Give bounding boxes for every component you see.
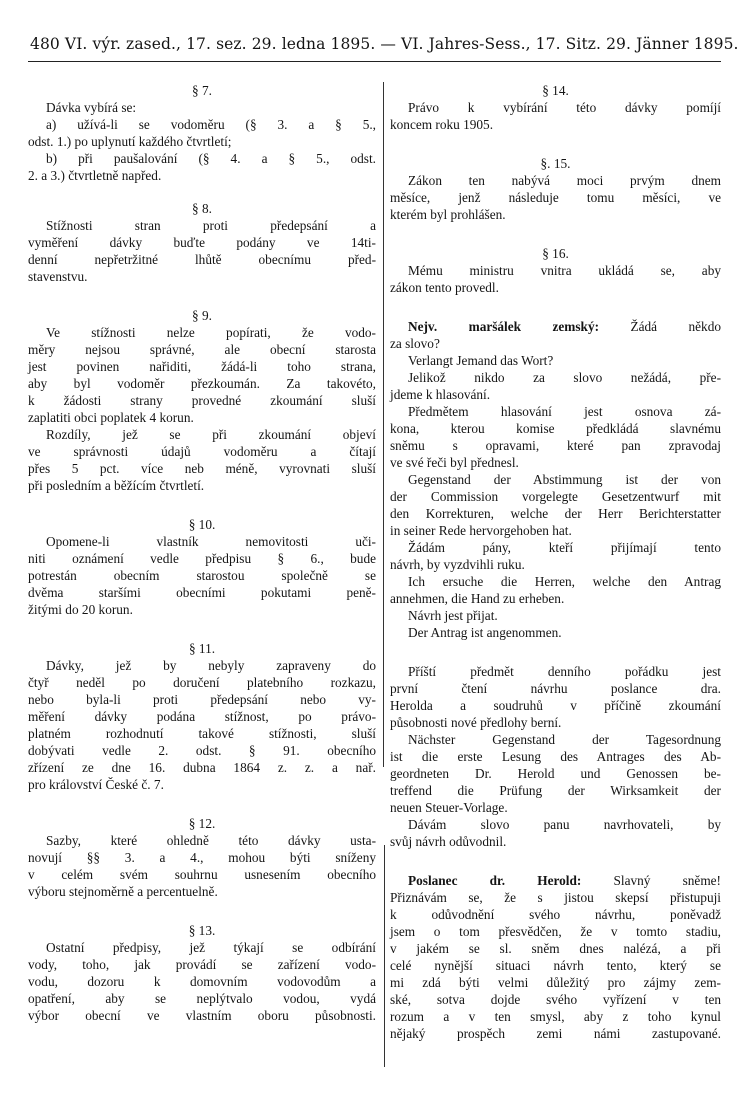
text-line: Žádá někdo	[630, 319, 721, 334]
text-line: Ostatní předpisy, jež týkají se odbírání	[46, 940, 376, 955]
text-line: návrh, by vyzdvihli ruku.	[390, 557, 525, 572]
spacer	[28, 285, 376, 307]
spacer	[390, 641, 721, 663]
text-line: koncem roku 1905.	[390, 117, 494, 132]
text-line: treffend die Prüfung der Wirksamkeit der	[390, 783, 721, 798]
text-line: Der Antrag ist angenommen.	[408, 625, 562, 640]
speaker-name: Poslanec dr. Herold:	[408, 873, 582, 888]
text-line: Mému ministru vnitra ukládá se, aby	[408, 263, 721, 278]
spacer	[390, 296, 721, 318]
text-line: k žádosti strany provedné zkoumání sluší	[28, 393, 376, 408]
left-section-s12	[28, 815, 376, 900]
text-line: aby byl vodoměr přezkoumán. Za takovéto,	[28, 376, 376, 391]
text-line: kona, kterou komise předkládá slavnému	[390, 421, 721, 436]
text-line: působnosti nové předlohy berní.	[390, 715, 562, 730]
text-line: v jakém se sl. sněm dnes nalézá, a při	[390, 941, 721, 956]
left-section-s9	[28, 307, 376, 494]
column-divider-lower	[384, 845, 385, 1067]
text-line: k odůvodnění svého návrhu, poněvadž	[390, 907, 721, 922]
speech-herold	[390, 872, 721, 1042]
text-line: v celém svém souhrnu usnesením obecního	[28, 867, 376, 882]
text-line: vyměření dávky buďte podány ve 14ti-	[28, 235, 376, 250]
text-line: b) při paušalování (§ 4. a § 5., odst.	[46, 151, 376, 166]
text-line: Stížnosti stran proti předepsání a	[46, 218, 376, 233]
text-line: Ve stížnosti nelze popírati, že vodo-	[46, 325, 376, 340]
text-line: ve své řeči byl přednesl.	[390, 455, 519, 470]
left-section-s7	[28, 82, 376, 184]
text-line: ist die erste Lesung des Antrages des Ab-	[390, 749, 721, 764]
text-line: zřízení ze dne 16. dubna 1864 z. z. a nař.	[28, 760, 376, 775]
text-line: výboru stejnoměrně a percentuelně.	[28, 884, 218, 899]
text-line: rozum a v ten smysl, aby z toho kynul	[390, 1009, 721, 1024]
text-line: Právo k vybírání této dávky pomíjí	[408, 100, 721, 115]
text-line: Zákon ten nabývá moci prvým dnem	[408, 173, 721, 188]
section-heading: § 7.	[192, 83, 212, 98]
speech-first-line	[390, 318, 721, 335]
text-line: svůj návrh odůvodnil.	[390, 834, 507, 849]
section-heading: § 13.	[188, 923, 216, 938]
text-line: Rozdíly, jež se při zkoumání objeví	[46, 427, 376, 442]
text-line: geordneten Dr. Herold und Genossen be-	[390, 766, 721, 781]
text-line: dvěma staršími obecními pokutami peně-	[28, 585, 376, 600]
text-line: 2. a 3.) čtvrtletně napřed.	[28, 168, 162, 183]
text-line: odst. 1.) po uplynutí každého čtvrtletí;	[28, 134, 232, 149]
text-line: stavenstvu.	[28, 269, 88, 284]
text-line: Gegenstand der Abstimmung ist der von	[408, 472, 721, 487]
text-line: ské, sotva dojde svého vyřízení v ten	[390, 992, 721, 1007]
text-line: Ich ersuche die Herren, welche den Antrag	[408, 574, 721, 589]
spacer	[28, 494, 376, 516]
text-line: vodu, dozoru k domovním vodovodům a	[28, 974, 376, 989]
text-line: Nächster Gegenstand der Tagesordnung	[408, 732, 721, 747]
text-line: měsíce, jenž následuje tomu měsíci, ve	[390, 190, 721, 205]
text-line: denní nepřetržitné lhůtě obecnímu před-	[28, 252, 376, 267]
left-section-s10	[28, 516, 376, 618]
spacer	[28, 900, 376, 922]
text-line: Verlangt Jemand das Wort?	[408, 353, 554, 368]
text-line: žitými do 20 korun.	[28, 602, 133, 617]
text-line: vody, toho, jak provádí se zařízení vodo-	[28, 957, 376, 972]
text-line: potrestán obecním starostou společně se	[28, 568, 376, 583]
text-line: neuen Steuer-Vorlage.	[390, 800, 508, 815]
text-line: mi zdá býti velmi důležitý pro zájmy zem-	[390, 975, 721, 990]
column-divider	[383, 82, 384, 767]
text-line: Sazby, které ohledně této dávky usta-	[46, 833, 376, 848]
text-line: přes 5 pct. více neb méně, vyrovnati sluší	[28, 461, 376, 476]
text-line: jdeme k hlasování.	[390, 387, 491, 402]
section-heading: §. 15.	[540, 156, 571, 171]
text-line: jsem o tom přesvědčen, že v tomto stadiu,	[390, 924, 721, 939]
text-line: Žádám pány, kteří přijímají tento	[408, 540, 721, 555]
text-line: Dávám slovo panu navrhovateli, by	[408, 817, 721, 832]
speech-marshal	[390, 318, 721, 641]
spacer	[28, 793, 376, 815]
text-line: dobývati vedle 2. odst. § 91. obecního	[28, 743, 376, 758]
section-heading: § 10.	[188, 517, 216, 532]
text-line: nebo byla-li proti předepsání nebo vy-	[28, 692, 376, 707]
text-line: Slavný sněme!	[613, 873, 721, 888]
text-line: zákon tento provedl.	[390, 280, 499, 295]
text-line: platném rozhodnutí takové stížnosti, sluší	[28, 726, 376, 741]
spacer	[390, 223, 721, 245]
text-line: pro království České č. 7.	[28, 777, 164, 792]
text-line: první čtení návrhu poslance dra.	[390, 681, 721, 696]
text-line: čtyř neděl po doručení platebního rozkazu,	[28, 675, 376, 690]
right-column	[390, 82, 721, 1042]
text-line: der Commission vorgelegte Gesetzentwurf mit	[390, 489, 721, 504]
text-line: sněmu s opravami, které pan zpravodaj	[390, 438, 721, 453]
text-line: při posledním a běžícím čtvrtletí.	[28, 478, 205, 493]
text-line: Dávky, jež by nebyly zapraveny do	[46, 658, 376, 673]
text-line: měření dávky podána stížnost, po právo-	[28, 709, 376, 724]
text-line: zaplatiti obci poplatek 4 korun.	[28, 410, 194, 425]
spacer	[390, 850, 721, 872]
header-rule	[28, 61, 721, 62]
section-heading: § 8.	[192, 201, 212, 216]
speech-first-line	[390, 872, 721, 889]
section-heading: § 11.	[188, 641, 216, 656]
text-line: Předmětem hlasování jest osnova zá-	[408, 404, 721, 419]
spacer	[28, 184, 376, 200]
section-heading: § 12.	[188, 816, 216, 831]
text-line: nějaký prospěch zemi námi zastupované.	[390, 1026, 721, 1041]
text-line: Návrh jest přijat.	[408, 608, 498, 623]
text-line: jest povinen nařiditi, žádá-li toho strana,	[28, 359, 376, 374]
right-section-s15	[390, 155, 721, 223]
left-section-s8	[28, 200, 376, 285]
text-line: Herolda a soudruhů v příčině zkoumání	[390, 698, 721, 713]
text-line: opatření, aby se neplýtvalo vodou, vydá	[28, 991, 376, 1006]
page-header: 480 VI. výr. zased., 17. sez. 29. ledna 1895. — VI. Jahres-Sess., 17. Sitz. 29. Jänner 1895.	[30, 35, 739, 53]
spacer	[28, 618, 376, 640]
right-section-agenda	[390, 663, 721, 850]
left-column	[28, 82, 376, 1024]
text-line: ve správnosti údajů vodoměru a čítají	[28, 444, 376, 459]
speaker-name: Nejv. maršálek zemský:	[408, 319, 600, 334]
text-line: Příští předmět denního pořádku jest	[408, 664, 721, 679]
text-line: den Korrekturen, welche der Herr Berichterstatter	[390, 506, 721, 521]
text-line: annehmen, die Hand zu erheben.	[390, 591, 565, 606]
text-line: výbor obecní ve vlastním oboru působnosti.	[28, 1008, 376, 1023]
section-heading: § 16.	[542, 246, 569, 261]
text-line: a) užívá-li se vodoměru (§ 3. a § 5.,	[46, 117, 376, 132]
text-line: za slovo?	[390, 336, 440, 351]
text-line: měry nejsou správné, ale obecní starosta	[28, 342, 376, 357]
text-line: Dávka vybírá se:	[46, 100, 137, 115]
left-section-s13	[28, 922, 376, 1024]
text-line: kterém byl prohlášen.	[390, 207, 506, 222]
text-line: celé nynější situaci návrh tento, který se	[390, 958, 721, 973]
text-line: niti oznámení vedle předpisu § 6., bude	[28, 551, 376, 566]
text-line: Jelikož nikdo za slovo nežádá, pře-	[408, 370, 721, 385]
right-section-s14	[390, 82, 721, 133]
section-heading: § 14.	[542, 83, 569, 98]
spacer	[390, 133, 721, 155]
text-line: Přiznávám se, že s jistou skepsí přistupuji	[390, 890, 721, 905]
section-heading: § 9.	[192, 308, 212, 323]
text-line: Opomene-li vlastník nemovitosti uči-	[46, 534, 376, 549]
text-line: novují §§ 3. a 4., mohou býti sníženy	[28, 850, 376, 865]
right-section-s16	[390, 245, 721, 296]
text-line: in seiner Rede hervorgehoben hat.	[390, 523, 572, 538]
left-section-s11	[28, 640, 376, 793]
